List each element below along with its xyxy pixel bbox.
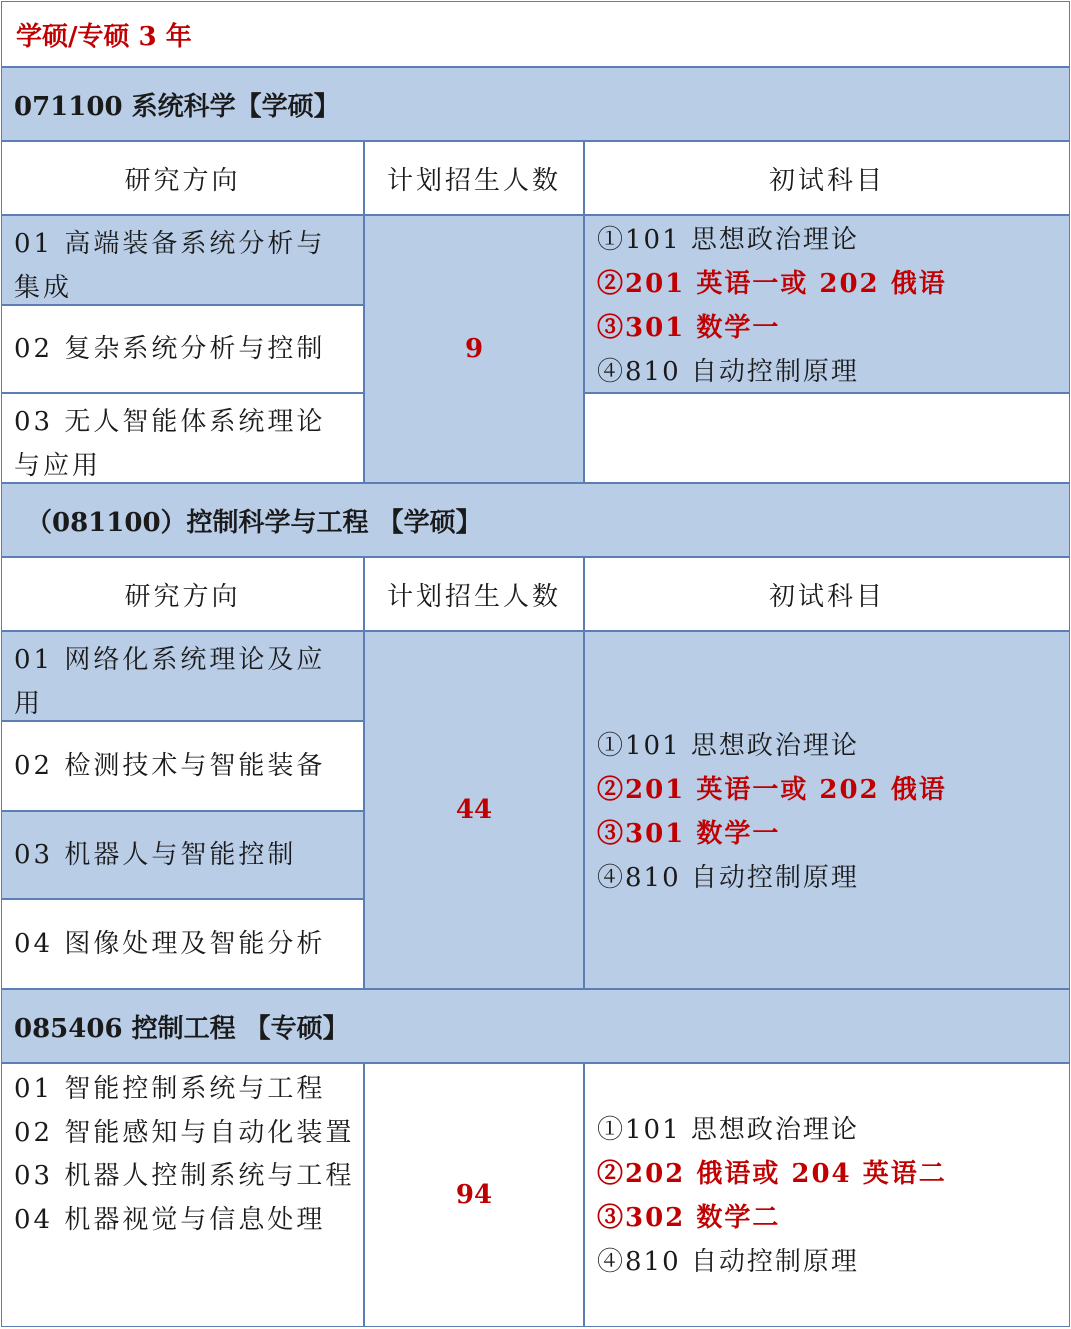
- directions-085406: [2, 1064, 363, 1326]
- direction-085406-02: 02 智能感知与自动化装置: [14, 1117, 355, 1148]
- subject-foreign-language: ②201 英语一或 202 俄语: [597, 269, 947, 299]
- subject-math-3: ③302 数学二: [597, 1203, 781, 1233]
- page-title: 学硕/专硕 3 年: [16, 21, 192, 52]
- subject-professional: ④810 自动控制原理: [597, 357, 859, 387]
- direction-085406-03: 03 机器人控制系统与工程: [14, 1161, 355, 1192]
- program-title-071100: 071100 系统科学【学硕】: [2, 68, 1069, 140]
- admissions-table: [1, 1, 1070, 1327]
- subject-foreign-language-2: ②201 英语一或 202 俄语: [597, 775, 947, 805]
- direction-071100-03: 03 无人智能体系统理论与应用: [14, 407, 326, 481]
- program-title-085406: 085406 控制工程 【专硕】: [2, 990, 1069, 1062]
- subjects-085406: [585, 1064, 1069, 1326]
- header-count: 计划招生人数: [386, 165, 561, 196]
- subject-politics-2: ①101 思想政治理论: [597, 731, 859, 761]
- direction-071100-01: 01 高端装备系统分析与集成: [2, 216, 363, 304]
- subjects-081100: [585, 632, 1069, 988]
- header-count-2: 计划招生人数: [386, 581, 561, 612]
- direction-071100-02: 02 复杂系统分析与控制: [14, 334, 326, 364]
- subject-politics-3: ①101 思想政治理论: [597, 1115, 859, 1145]
- header-subjects-2: 初试科目: [768, 581, 885, 612]
- direction-081100-02: 02 检测技术与智能装备: [14, 751, 326, 781]
- subject-professional-2: ④810 自动控制原理: [597, 863, 859, 893]
- direction-081100-01: 01 网络化系统理论及应用: [2, 632, 363, 720]
- subject-math: ③301 数学一: [597, 313, 781, 343]
- program-title-081100: （081100）控制科学与工程 【学硕】: [2, 484, 1069, 556]
- direction-081100-03: 03 机器人与智能控制: [2, 812, 363, 898]
- subject-politics: ①101 思想政治理论: [597, 225, 859, 255]
- enrollment-count-085406: 94: [455, 1180, 493, 1210]
- direction-085406-04: 04 机器视觉与信息处理: [14, 1204, 326, 1235]
- subjects-071100: [585, 216, 1069, 392]
- header-direction-2: 研究方向: [124, 581, 241, 612]
- enrollment-count-071100: 9: [365, 216, 583, 482]
- subject-foreign-language-3: ②202 俄语或 204 英语二: [597, 1159, 947, 1189]
- subject-professional-3: ④810 自动控制原理: [597, 1247, 859, 1277]
- subject-math-2: ③301 数学一: [597, 819, 781, 849]
- header-direction: 研究方向: [124, 165, 241, 196]
- direction-081100-04: 04 图像处理及智能分析: [14, 929, 326, 959]
- header-subjects: 初试科目: [768, 165, 885, 196]
- direction-085406-01: 01 智能控制系统与工程: [14, 1074, 326, 1104]
- enrollment-count-081100: 44: [365, 632, 583, 988]
